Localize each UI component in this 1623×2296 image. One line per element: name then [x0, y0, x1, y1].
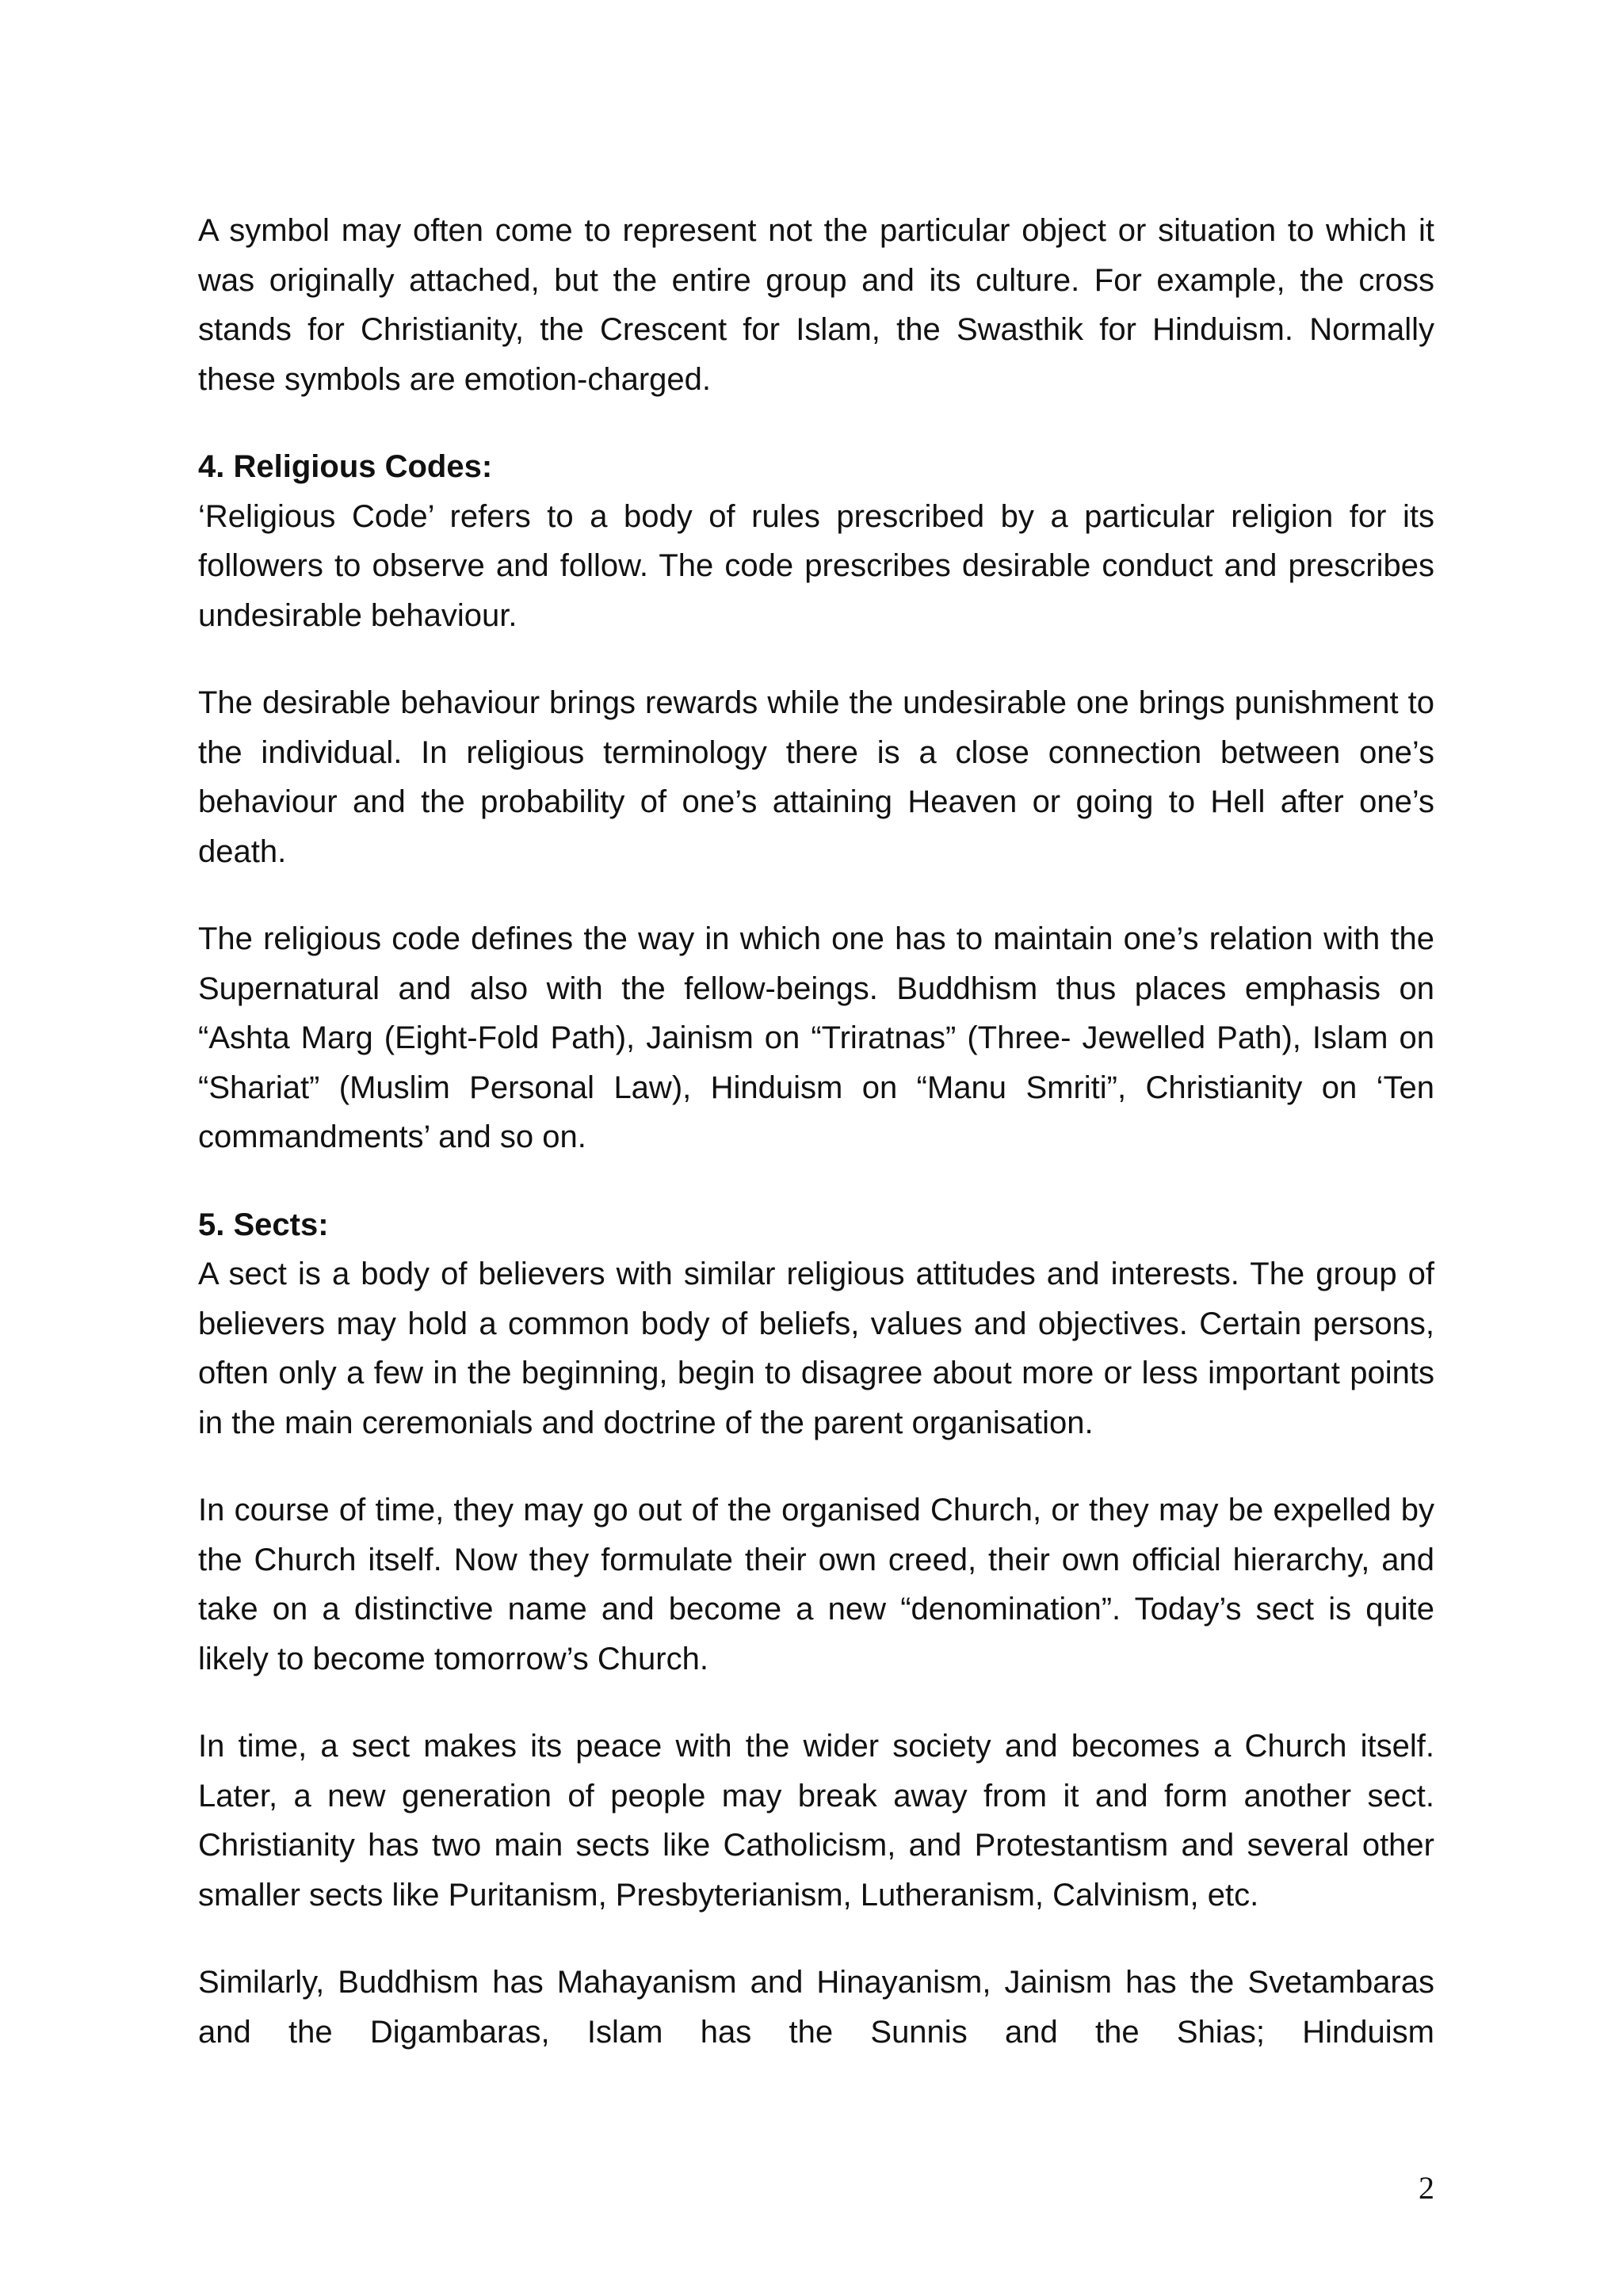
spacer — [198, 1920, 1434, 1958]
document-page — [198, 206, 1434, 2057]
spacer — [198, 404, 1434, 442]
paragraph-desirable-behaviour: The desirable behaviour brings rewards while the undesirable one brings punishment to the individual. In religious terminology there is a close connection between one’s behaviour and the probability of one’s attaining Heaven or going to Hell after one’s death. — [198, 685, 1434, 869]
paragraph-religious-code-relations: The religious code defines the way in which one has to maintain one’s relation with the Supernatural and also with the fellow-beings. Buddhism thus places emphasis on “Ashta Marg (Eight-Fold Path), Jainism on “Triratnas” (Three- Jewelled Path), Islam on “Shariat” (Muslim Personal Law), Hinduism on “Manu Smriti”, Christianity on ‘Ten commandments’ and so on. — [198, 921, 1434, 1154]
paragraph-sect-peace: In time, a sect makes its peace with the wider society and becomes a Church itself. Later, a new generation of people may break away from it and form another sect. Christianity has two main sects like Catholicism, and Protestantism and several other smaller sects like Puritanism, Presbyterianism, Lutheranism, Calvinism, etc. — [198, 1729, 1434, 1913]
page-number: 2 — [1419, 2170, 1434, 2206]
spacer — [198, 876, 1434, 914]
heading-religious-codes: 4. Religious Codes: — [198, 449, 493, 484]
spacer — [198, 1684, 1434, 1722]
paragraph-religious-code-definition: ‘Religious Code’ refers to a body of rules prescribed by a particular religion for its followers to observe and follow. The code prescribes desirable conduct and prescribes undesirable behaviour. — [198, 498, 1434, 633]
spacer — [198, 1447, 1434, 1486]
heading-sects: 5. Sects: — [198, 1207, 329, 1242]
paragraph-similarly: Similarly, Buddhism has Mahayanism and Hinayanism, Jainism has the Svetambaras and the Digambaras, Islam has the Sunnis and the Shias; Hinduism — [198, 1965, 1434, 2050]
paragraph-sect-definition: A sect is a body of believers with similar religious attitudes and interests. The group of believers may hold a common body of beliefs, values and objectives. Certain persons, often only a few in the beginning, begin to disagree about more or less important points in the main ceremonials and doctrine of the parent organisation. — [198, 1257, 1434, 1440]
spacer — [198, 1162, 1434, 1200]
spacer — [198, 640, 1434, 678]
paragraph-sect-church: In course of time, they may go out of the organised Church, or they may be expelled by the Church itself. Now they formulate their own creed, their own official hierarchy, and take on a distinctive name and become a new “denomination”. Today’s sect is quite likely to become tomorrow’s Church. — [198, 1493, 1434, 1676]
paragraph-symbol: A symbol may often come to represent not the particular object or situation to which it was originally attached, but the entire group and its culture. For example, the cross stands for Christianity, the Crescent for Islam, the Swasthik for Hinduism. Normally these symbols are emotion-charged. — [198, 213, 1434, 397]
